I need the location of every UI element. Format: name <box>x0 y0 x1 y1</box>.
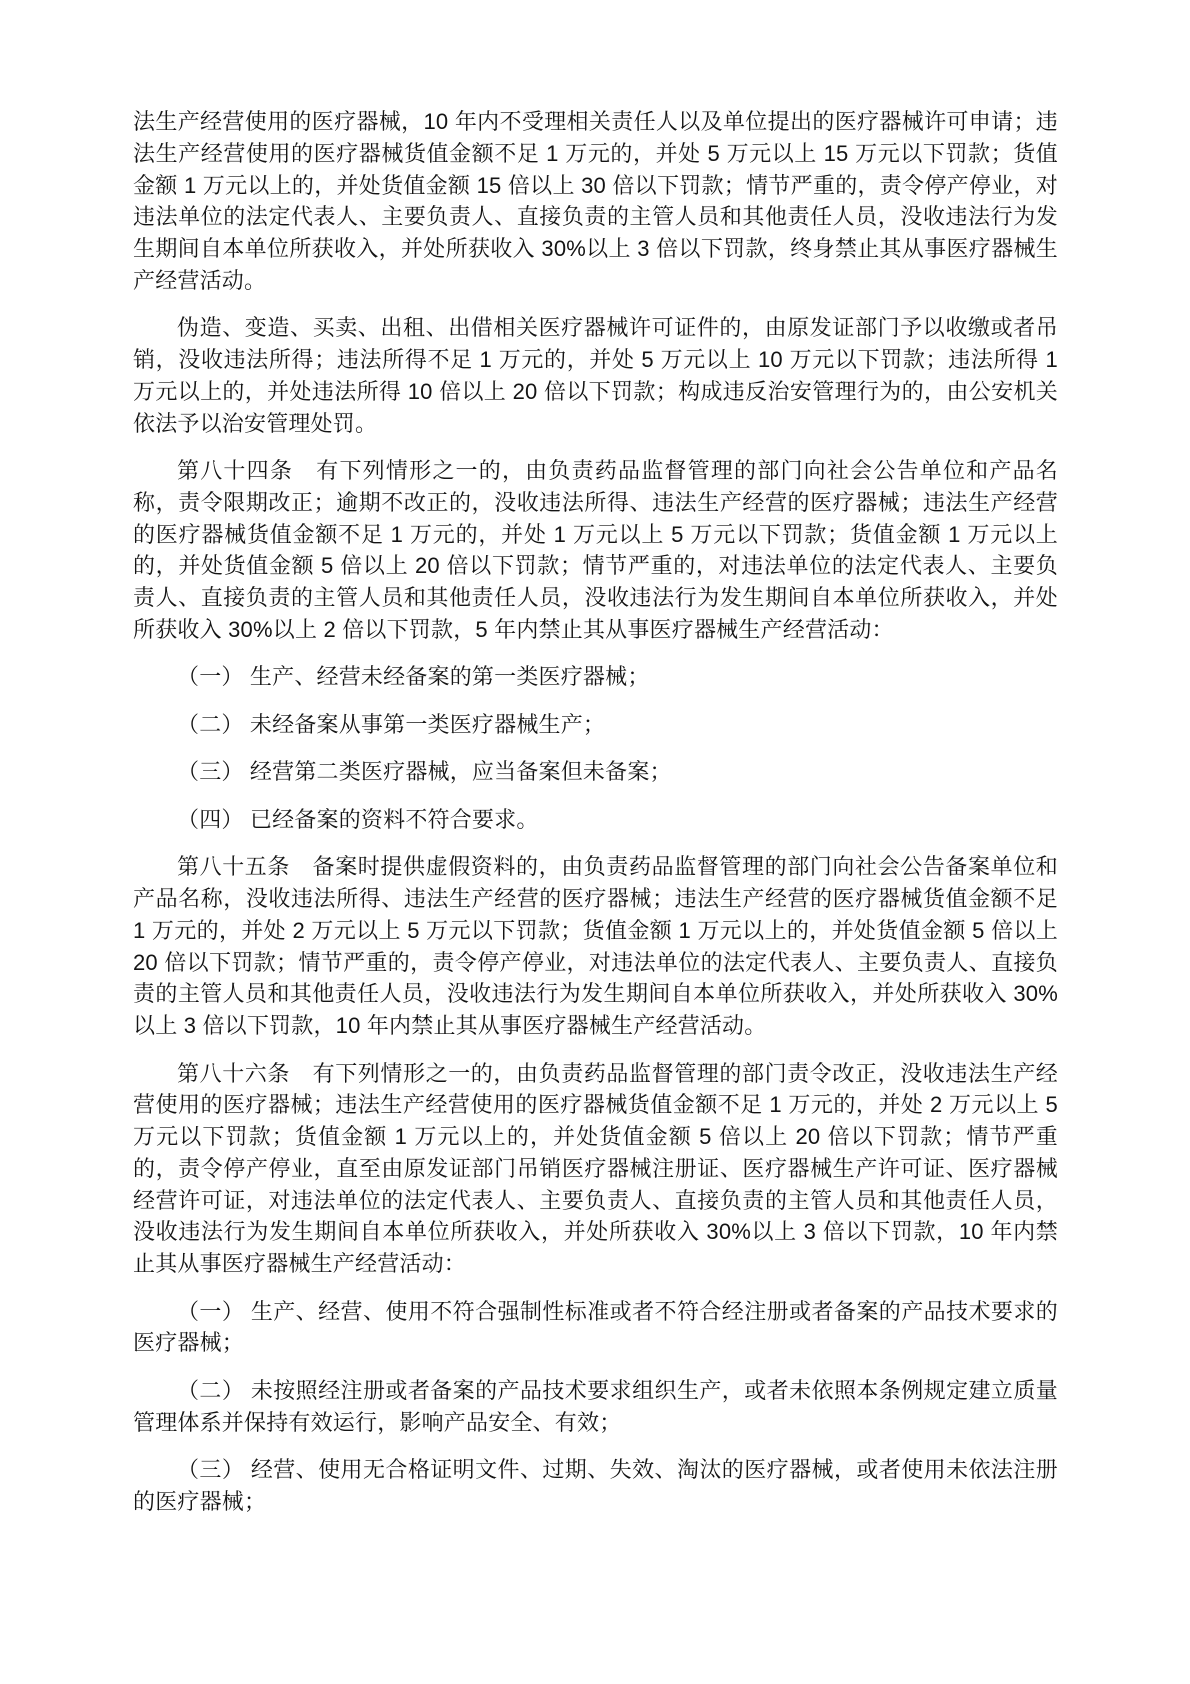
list-item-84-2: （二） 未经备案从事第一类医疗器械生产； <box>177 711 606 737</box>
list-item-84-1: （一） 生产、经营未经备案的第一类医疗器械； <box>177 664 650 690</box>
list-item-86-1: （一） 生产、经营、使用不符合强制性标准或者不符合经注册或者备案的产品技术要求的医疗器械； <box>133 1298 1058 1356</box>
list-item-84-3: （三） 经营第二类医疗器械，应当备案但未备案； <box>177 759 672 785</box>
paragraph-article-84: 第八十四条 有下列情形之一的，由负责药品监督管理的部门向社会公告单位和产品名称，责令限期改正；逾期不改正的，没收违法所得、违法生产经营的医疗器械；违法生产经营的医疗器械货值金额不足 1 万元的，并处 1 万元以上 5 万元以下罚款；货值金额 1 万元以上的，并处货值金额 5 倍以上 20 倍以下罚款；情节严重的，对违法单位的法定代表人、主要负责人、直接负责的主管人员和其他责任人员，没收违法行为发生期间自本单位所获收入，并处所获收入 30%以上 2 倍以下罚款，5 年内禁止其从事医疗器械生产经营活动： <box>133 458 1058 642</box>
list-item-86-2: （二） 未按照经注册或者备案的产品技术要求组织生产，或者未依照本条例规定建立质量管理体系并保持有效运行，影响产品安全、有效； <box>133 1377 1058 1435</box>
paragraph-article-86: 第八十六条 有下列情形之一的，由负责药品监督管理的部门责令改正，没收违法生产经营使用的医疗器械；违法生产经营使用的医疗器械货值金额不足 1 万元的，并处 2 万元以上 5 万元以下罚款；货值金额 1 万元以上的，并处货值金额 5 倍以上 20 倍以下罚款；情节严重的，责令停产停业，直至由原发证部门吊销医疗器械注册证、医疗器械生产许可证、医疗器械经营许可证，对违法单位的法定代表人、主要负责人、直接负责的主管人员和其他责任人员，没收违法行为发生期间自本单位所获收入，并处所获收入 30%以上 3 倍以下罚款，10 年内禁止其从事医疗器械生产经营活动： <box>133 1060 1058 1276</box>
list-item-84-4: （四） 已经备案的资料不符合要求。 <box>177 806 539 832</box>
paragraph-forgery-penalty: 伪造、变造、买卖、出租、出借相关医疗器械许可证件的，由原发证部门予以收缴或者吊销，没收违法所得；违法所得不足 1 万元的，并处 5 万元以上 10 万元以下罚款；违法所得 1 万元以上的，并处违法所得 10 倍以上 20 倍以下罚款；构成违反治安管理行为的，由公安机关依法予以治安管理处罚。 <box>133 315 1058 436</box>
paragraph-continuation: 法生产经营使用的医疗器械，10 年内不受理相关责任人以及单位提出的医疗器械许可申请；违法生产经营使用的医疗器械货值金额不足 1 万元的，并处 5 万元以上 15 万元以下罚款；货值金额 1 万元以上的，并处货值金额 15 倍以上 30 倍以下罚款；情节严重的，责令停产停业，对违法单位的法定代表人、主要负责人、直接负责的主管人员和其他责任人员，没收违法行为发生期间自本单位所获收入，并处所获收入 30%以上 3 倍以下罚款，终身禁止其从事医疗器械生产经营活动。 <box>133 109 1058 293</box>
list-item-86-3: （三） 经营、使用无合格证明文件、过期、失效、淘汰的医疗器械，或者使用未依法注册的医疗器械； <box>133 1457 1058 1514</box>
paragraph-article-85: 第八十五条 备案时提供虚假资料的，由负责药品监督管理的部门向社会公告备案单位和产品名称，没收违法所得、违法生产经营的医疗器械；违法生产经营的医疗器械货值金额不足 1 万元的，并处 2 万元以上 5 万元以下罚款；货值金额 1 万元以上的，并处货值金额 5 倍以上 20 倍以下罚款；情节严重的，责令停产停业，对违法单位的法定代表人、主要负责人、直接负责的主管人员和其他责任人员，没收违法行为发生期间自本单位所获收入，并处所获收入 30%以上 3 倍以下罚款，10 年内禁止其从事医疗器械生产经营活动。 <box>133 854 1058 1038</box>
